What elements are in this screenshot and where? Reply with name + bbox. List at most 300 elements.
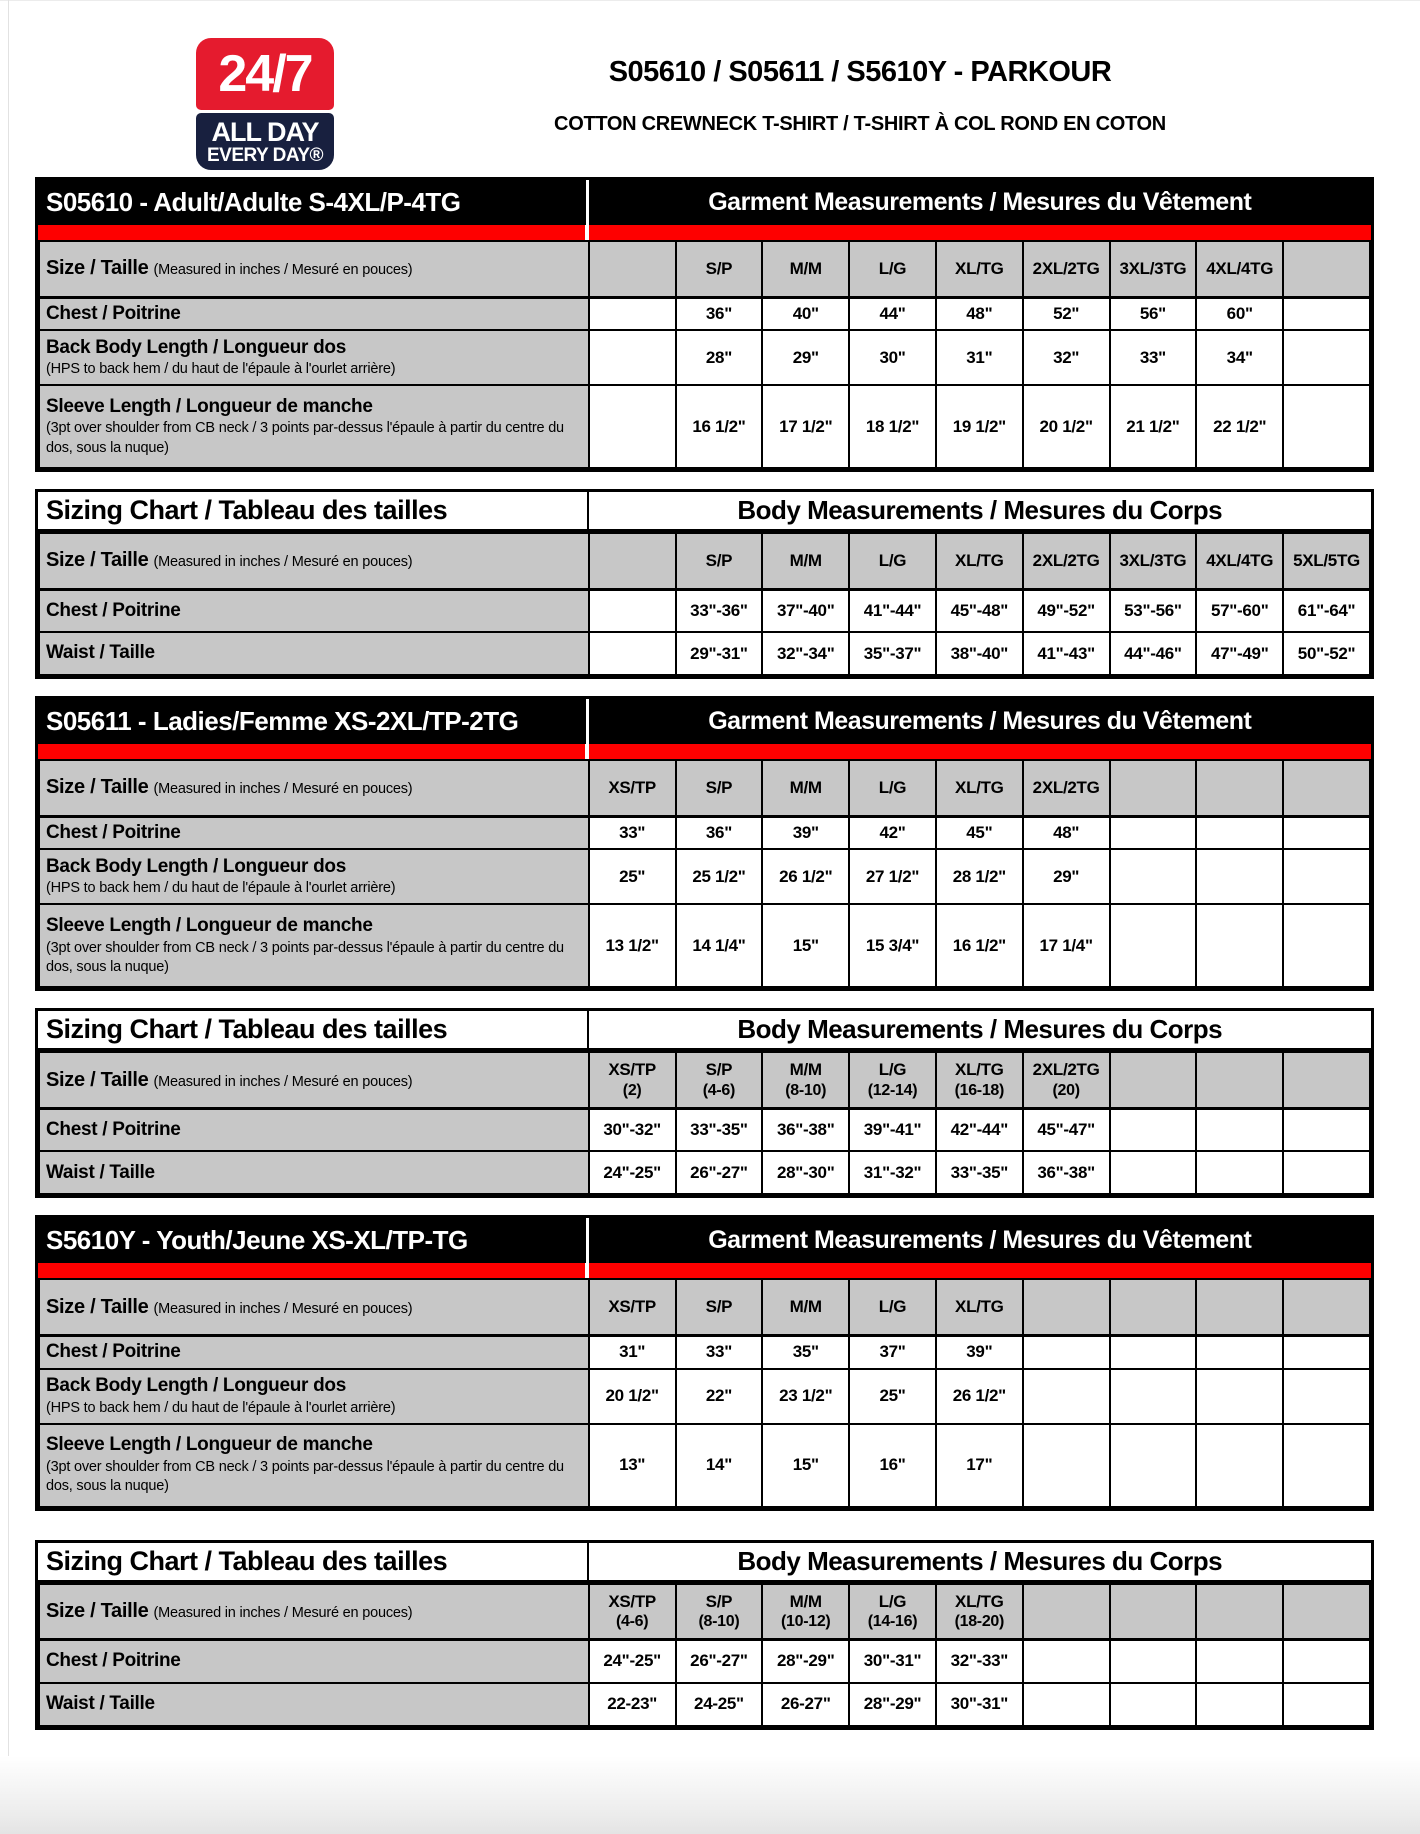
- size-label-text: Size / Taille: [46, 1068, 149, 1091]
- row-label-main: Waist / Taille: [46, 1161, 155, 1183]
- measurement-value-cell: [589, 297, 676, 330]
- size-name: XS/TP: [608, 1591, 656, 1611]
- measurement-value-cell: [1283, 1640, 1370, 1683]
- measurements-grid: [38, 1051, 1371, 1195]
- table-title-right: Garment Measurements / Mesures du Vêtement: [708, 707, 1252, 736]
- size-row-header: [39, 760, 589, 816]
- measurement-value-cell: [1110, 849, 1197, 904]
- measurement-value-cell: [1283, 1683, 1370, 1726]
- measurement-value-cell: 48": [1023, 816, 1110, 849]
- row-label-note: (HPS to back hem / du haut de l'épaule à l'ourlet arrière): [46, 880, 396, 897]
- table-title-right: Body Measurements / Mesures du Corps: [737, 495, 1223, 526]
- measurement-value-cell: 56": [1110, 297, 1197, 330]
- measurement-value-cell: [1023, 1683, 1110, 1726]
- size-column-header: [1283, 1052, 1370, 1108]
- size-column-header: [936, 760, 1023, 816]
- red-stripe-right: [589, 744, 1371, 759]
- table-title-band: [38, 492, 1371, 532]
- measurement-value-cell: 25 1/2": [676, 849, 763, 904]
- size-name: M/M: [789, 1296, 822, 1316]
- measurement-value-cell: 14 1/4": [676, 904, 763, 987]
- size-name: L/G: [878, 777, 907, 797]
- measurement-value-cell: [1110, 1640, 1197, 1683]
- measurement-value-cell: 16": [849, 1424, 936, 1507]
- logo-24-7-badge: [196, 38, 334, 110]
- size-name: M/M: [789, 1591, 822, 1611]
- size-unit-note: (Measured in inches / Mesuré en pouces): [153, 781, 413, 798]
- size-column-header: [762, 1584, 849, 1640]
- size-name: M/M: [789, 550, 822, 570]
- measurement-row: [39, 904, 1370, 987]
- measurement-value-cell: 15": [762, 1424, 849, 1507]
- size-name: S/P: [705, 1296, 733, 1316]
- size-name: M/M: [789, 258, 822, 278]
- row-label-note: (3pt over shoulder from CB neck / 3 points par-dessus l'épaule à partir du centre du dos, sous la nuque): [46, 1458, 564, 1495]
- size-column-header: [936, 241, 1023, 297]
- size-name: M/M: [789, 777, 822, 797]
- measurement-value-cell: [1196, 904, 1283, 987]
- measurement-row-label: [39, 1151, 589, 1194]
- measurement-row-label: [39, 1683, 589, 1726]
- measurement-row: [39, 1683, 1370, 1726]
- size-header-row: [39, 533, 1370, 589]
- measurement-value-cell: [1110, 816, 1197, 849]
- size-name: S/P: [705, 777, 733, 797]
- red-stripe-left: [38, 1263, 589, 1278]
- measurement-row-label: [39, 904, 589, 987]
- size-label-text: Size / Taille: [46, 1599, 149, 1622]
- size-name: XL/TG: [955, 1060, 1004, 1080]
- table-title-left: Sizing Chart / Tableau des tailles: [38, 492, 589, 529]
- size-column-header: [1196, 760, 1283, 816]
- measurement-row-label: [39, 589, 589, 632]
- table-ladies-body: [35, 1008, 1374, 1198]
- table-title-left: S5610Y - Youth/Jeune XS-XL/TP-TG: [38, 1218, 589, 1263]
- row-label-main: Sleeve Length / Longueur de manche: [46, 1434, 373, 1456]
- table-adult-garment: [35, 177, 1374, 472]
- measurement-value-cell: [1196, 1683, 1283, 1726]
- size-column-header: [1283, 1279, 1370, 1335]
- size-column-header: [762, 760, 849, 816]
- red-accent-stripe: [38, 225, 1371, 240]
- measurement-value-cell: [1283, 904, 1370, 987]
- measurement-row-label: [39, 816, 589, 849]
- table-title-right: Garment Measurements / Mesures du Vêtement: [708, 1226, 1252, 1255]
- measurement-value-cell: 45"-47": [1023, 1108, 1110, 1151]
- row-label-note: (HPS to back hem / du haut de l'épaule à l'ourlet arrière): [46, 1399, 396, 1416]
- measurement-row: [39, 385, 1370, 468]
- measurement-value-cell: 26-27": [762, 1683, 849, 1726]
- measurement-row-label: [39, 849, 589, 904]
- measurement-value-cell: 49"-52": [1023, 589, 1110, 632]
- size-column-header: [1196, 1584, 1283, 1640]
- measurement-value-cell: 30"-32": [589, 1108, 676, 1151]
- size-column-header: [849, 533, 936, 589]
- size-unit-note: (Measured in inches / Mesuré en pouces): [153, 554, 413, 571]
- page-title: S05610 / S05611 / S5610Y - PARKOUR: [608, 56, 1112, 88]
- measurement-value-cell: [1196, 849, 1283, 904]
- measurement-value-cell: 45": [936, 816, 1023, 849]
- table-title-band: [38, 699, 1371, 744]
- row-label-main: Chest / Poitrine: [46, 1340, 181, 1362]
- size-column-header: [1110, 1584, 1197, 1640]
- page-bottom-shadow: [0, 1756, 1420, 1834]
- size-column-header: [676, 1279, 763, 1335]
- measurement-value-cell: 24-25": [676, 1683, 763, 1726]
- size-column-header: [1023, 241, 1110, 297]
- measurements-grid: [38, 1278, 1371, 1507]
- measurement-value-cell: 28": [676, 330, 763, 385]
- measurement-value-cell: 13 1/2": [589, 904, 676, 987]
- size-header-row: [39, 1052, 1370, 1108]
- size-label-text: Size / Taille: [46, 549, 149, 572]
- measurement-value-cell: [1283, 1335, 1370, 1368]
- measurement-row: [39, 1424, 1370, 1507]
- page-subtitle: COTTON CREWNECK T-SHIRT / T-SHIRT À COL ROND EN COTON: [554, 113, 1166, 135]
- measurement-value-cell: 26"-27": [676, 1640, 763, 1683]
- size-range-subtext: (8-10): [785, 1081, 827, 1099]
- measurement-value-cell: 18 1/2": [849, 385, 936, 468]
- measurements-grid: [38, 1583, 1371, 1727]
- size-name: L/G: [878, 258, 907, 278]
- size-name: S/P: [705, 1591, 733, 1611]
- measurement-value-cell: 26"-27": [676, 1151, 763, 1194]
- table-title-band: [38, 1218, 1371, 1263]
- measurement-value-cell: 38"-40": [936, 632, 1023, 675]
- size-column-header: [1023, 760, 1110, 816]
- size-range-subtext: (2): [622, 1081, 642, 1099]
- measurement-value-cell: 41"-44": [849, 589, 936, 632]
- size-column-header: [762, 1279, 849, 1335]
- measurement-value-cell: 33"-35": [676, 1108, 763, 1151]
- measurement-value-cell: 24"-25": [589, 1640, 676, 1683]
- measurement-value-cell: 61"-64": [1283, 589, 1370, 632]
- measurement-value-cell: [1023, 1335, 1110, 1368]
- measurement-value-cell: 30"-31": [849, 1640, 936, 1683]
- row-label-main: Back Body Length / Longueur dos: [46, 336, 346, 358]
- measurement-row: [39, 632, 1370, 675]
- measurement-row: [39, 1108, 1370, 1151]
- size-column-header: [676, 241, 763, 297]
- row-label-main: Sleeve Length / Longueur de manche: [46, 395, 373, 417]
- size-column-header: [936, 533, 1023, 589]
- row-label-main: Chest / Poitrine: [46, 1649, 181, 1671]
- title-block: [500, 56, 1220, 136]
- measurement-value-cell: 42": [849, 816, 936, 849]
- measurement-value-cell: [1283, 1369, 1370, 1424]
- measurement-value-cell: 16 1/2": [676, 385, 763, 468]
- row-label-note: (HPS to back hem / du haut de l'épaule à l'ourlet arrière): [46, 361, 396, 378]
- measurement-value-cell: 25": [849, 1369, 936, 1424]
- measurement-value-cell: [1196, 1108, 1283, 1151]
- measurement-value-cell: 37": [849, 1335, 936, 1368]
- table-title-band: [38, 1543, 1371, 1583]
- document-header: [0, 0, 1420, 177]
- row-label-main: Back Body Length / Longueur dos: [46, 1374, 346, 1396]
- measurement-value-cell: 28"-30": [762, 1151, 849, 1194]
- measurement-value-cell: [1110, 1108, 1197, 1151]
- row-label-main: Back Body Length / Longueur dos: [46, 855, 346, 877]
- measurement-value-cell: 57"-60": [1196, 589, 1283, 632]
- measurement-value-cell: 28"-29": [849, 1683, 936, 1726]
- measurement-value-cell: [1283, 849, 1370, 904]
- measurement-row-label: [39, 1640, 589, 1683]
- red-accent-stripe: [38, 1263, 1371, 1278]
- page-left-edge: [8, 0, 9, 1790]
- measurement-row: [39, 1335, 1370, 1368]
- size-label-text: Size / Taille: [46, 257, 149, 280]
- size-name: XL/TG: [955, 258, 1004, 278]
- measurements-grid: [38, 240, 1371, 469]
- measurement-row: [39, 816, 1370, 849]
- measurement-value-cell: [1110, 1369, 1197, 1424]
- size-name: 5XL/5TG: [1293, 550, 1360, 570]
- measurement-value-cell: 33": [676, 1335, 763, 1368]
- size-column-header: [1110, 760, 1197, 816]
- measurement-value-cell: 36": [676, 816, 763, 849]
- measurement-value-cell: 26 1/2": [762, 849, 849, 904]
- size-name: S/P: [705, 1060, 733, 1080]
- measurement-value-cell: 32": [1023, 330, 1110, 385]
- measurement-value-cell: 41"-43": [1023, 632, 1110, 675]
- measurement-value-cell: 36": [676, 297, 763, 330]
- measurement-value-cell: 50"-52": [1283, 632, 1370, 675]
- size-column-header: [676, 533, 763, 589]
- size-name: S/P: [705, 258, 733, 278]
- measurement-value-cell: 30"-31": [936, 1683, 1023, 1726]
- size-column-header: [589, 533, 676, 589]
- size-name: XL/TG: [955, 777, 1004, 797]
- red-stripe-left: [38, 225, 589, 240]
- size-range-subtext: (18-20): [954, 1612, 1005, 1630]
- measurement-value-cell: 33": [589, 816, 676, 849]
- measurement-value-cell: 22": [676, 1369, 763, 1424]
- size-name: M/M: [789, 1060, 822, 1080]
- size-column-header: [849, 1052, 936, 1108]
- size-name: L/G: [878, 1591, 907, 1611]
- measurement-value-cell: [1283, 297, 1370, 330]
- size-row-header: [39, 1279, 589, 1335]
- measurement-row-label: [39, 1424, 589, 1507]
- size-column-header: [589, 1052, 676, 1108]
- measurement-value-cell: [1283, 1108, 1370, 1151]
- size-column-header: [1023, 1279, 1110, 1335]
- red-stripe-left: [38, 744, 589, 759]
- size-column-header: [676, 1052, 763, 1108]
- measurement-value-cell: 29"-31": [676, 632, 763, 675]
- red-stripe-right: [589, 225, 1371, 240]
- measurement-value-cell: 20 1/2": [1023, 385, 1110, 468]
- measurement-row-label: [39, 1335, 589, 1368]
- size-column-header: [1196, 241, 1283, 297]
- measurement-value-cell: [1196, 1369, 1283, 1424]
- red-accent-stripe: [38, 744, 1371, 759]
- row-label-main: Waist / Taille: [46, 1692, 155, 1714]
- row-label-note: (3pt over shoulder from CB neck / 3 points par-dessus l'épaule à partir du centre du dos, sous la nuque): [46, 939, 564, 976]
- size-row-header: [39, 241, 589, 297]
- measurement-value-cell: 35": [762, 1335, 849, 1368]
- size-header-row: [39, 241, 1370, 297]
- size-name: 3XL/3TG: [1119, 258, 1187, 278]
- size-range-subtext: (14-16): [867, 1612, 918, 1630]
- size-column-header: [1110, 241, 1197, 297]
- measurement-value-cell: 21 1/2": [1110, 385, 1197, 468]
- size-row-header: [39, 533, 589, 589]
- measurement-value-cell: [1283, 1151, 1370, 1194]
- measurement-value-cell: 40": [762, 297, 849, 330]
- size-unit-note: (Measured in inches / Mesuré en pouces): [153, 1300, 413, 1317]
- measurement-row-label: [39, 1108, 589, 1151]
- size-range-subtext: (4-6): [702, 1081, 736, 1099]
- measurement-value-cell: [1023, 1369, 1110, 1424]
- measurements-grid: [38, 532, 1371, 676]
- table-youth-garment: [35, 1215, 1374, 1510]
- measurement-value-cell: 34": [1196, 330, 1283, 385]
- size-name: L/G: [878, 1060, 907, 1080]
- table-ladies-garment: [35, 696, 1374, 991]
- size-column-header: [589, 241, 676, 297]
- measurement-value-cell: [589, 589, 676, 632]
- measurement-value-cell: 39": [762, 816, 849, 849]
- size-column-header: [1110, 1279, 1197, 1335]
- measurement-value-cell: 45"-48": [936, 589, 1023, 632]
- row-label-main: Chest / Poitrine: [46, 599, 181, 621]
- measurement-value-cell: 32"-34": [762, 632, 849, 675]
- size-column-header: [589, 760, 676, 816]
- size-name: 4XL/4TG: [1206, 550, 1274, 570]
- size-name: XL/TG: [955, 550, 1004, 570]
- measurement-value-cell: 20 1/2": [589, 1369, 676, 1424]
- size-column-header: [676, 1584, 763, 1640]
- measurement-value-cell: 23 1/2": [762, 1369, 849, 1424]
- brand-logo-24-7: [196, 38, 334, 170]
- size-row-header: [39, 1052, 589, 1108]
- size-column-header: [849, 760, 936, 816]
- logo-every-day-text: EVERY DAY®: [206, 145, 323, 166]
- logo-allday-badge: [196, 113, 334, 170]
- size-column-header: [1283, 533, 1370, 589]
- measurement-value-cell: [1110, 1335, 1197, 1368]
- measurement-value-cell: [1196, 1640, 1283, 1683]
- logo-24-7-text: 24/7: [218, 45, 312, 103]
- size-column-header: [1196, 1279, 1283, 1335]
- measurement-value-cell: 28"-29": [762, 1640, 849, 1683]
- size-column-header: [1196, 533, 1283, 589]
- measurement-value-cell: 30": [849, 330, 936, 385]
- size-column-header: [936, 1584, 1023, 1640]
- size-label-text: Size / Taille: [46, 776, 149, 799]
- size-name: L/G: [878, 1296, 907, 1316]
- measurement-value-cell: 39"-41": [849, 1108, 936, 1151]
- measurement-value-cell: [589, 385, 676, 468]
- size-column-header: [849, 241, 936, 297]
- row-label-main: Waist / Taille: [46, 642, 155, 664]
- size-column-header: [1023, 1584, 1110, 1640]
- measurement-value-cell: 36"-38": [762, 1108, 849, 1151]
- measurement-value-cell: 15 3/4": [849, 904, 936, 987]
- measurement-value-cell: 53"-56": [1110, 589, 1197, 632]
- row-label-note: (3pt over shoulder from CB neck / 3 points par-dessus l'épaule à partir du centre du dos, sous la nuque): [46, 420, 564, 457]
- measurement-row-label: [39, 297, 589, 330]
- measurement-value-cell: 27 1/2": [849, 849, 936, 904]
- size-header-row: [39, 1584, 1370, 1640]
- measurement-value-cell: 37"-40": [762, 589, 849, 632]
- measurement-value-cell: 32"-33": [936, 1640, 1023, 1683]
- row-label-main: Chest / Poitrine: [46, 1118, 181, 1140]
- size-column-header: [849, 1584, 936, 1640]
- measurement-value-cell: 52": [1023, 297, 1110, 330]
- measurement-value-cell: 48": [936, 297, 1023, 330]
- measurements-grid: [38, 759, 1371, 988]
- table-title-right: Body Measurements / Mesures du Corps: [737, 1545, 1223, 1576]
- size-name: XS/TP: [608, 1296, 656, 1316]
- measurement-value-cell: 14": [676, 1424, 763, 1507]
- measurement-value-cell: 33"-35": [936, 1151, 1023, 1194]
- measurement-row-label: [39, 1369, 589, 1424]
- measurement-value-cell: 16 1/2": [936, 904, 1023, 987]
- measurement-value-cell: 31": [589, 1335, 676, 1368]
- measurement-value-cell: 26 1/2": [936, 1369, 1023, 1424]
- measurement-value-cell: [1196, 1151, 1283, 1194]
- measurement-value-cell: [1283, 1424, 1370, 1507]
- size-column-header: [1110, 1052, 1197, 1108]
- table-title-left: S05610 - Adult/Adulte S-4XL/P-4TG: [38, 180, 589, 225]
- table-title-left: Sizing Chart / Tableau des tailles: [38, 1011, 589, 1048]
- table-title-right: Garment Measurements / Mesures du Vêtement: [708, 188, 1252, 216]
- size-column-header: [1283, 760, 1370, 816]
- size-unit-note: (Measured in inches / Mesuré en pouces): [153, 1604, 413, 1621]
- table-title-left: S05611 - Ladies/Femme XS-2XL/TP-2TG: [38, 699, 589, 744]
- measurement-value-cell: [1110, 1424, 1197, 1507]
- measurement-value-cell: [1196, 816, 1283, 849]
- measurement-value-cell: 17": [936, 1424, 1023, 1507]
- size-unit-note: (Measured in inches / Mesuré en pouces): [153, 262, 413, 279]
- measurement-value-cell: [1283, 816, 1370, 849]
- size-column-header: [1110, 533, 1197, 589]
- measurement-value-cell: 25": [589, 849, 676, 904]
- measurement-value-cell: 24"-25": [589, 1151, 676, 1194]
- measurement-value-cell: 22-23": [589, 1683, 676, 1726]
- size-header-row: [39, 1279, 1370, 1335]
- measurement-value-cell: [589, 330, 676, 385]
- table-youth-body: [35, 1540, 1374, 1730]
- size-column-header: [1023, 1052, 1110, 1108]
- measurement-value-cell: 44"-46": [1110, 632, 1197, 675]
- measurement-value-cell: 15": [762, 904, 849, 987]
- size-range-subtext: (16-18): [954, 1081, 1005, 1099]
- row-label-main: Chest / Poitrine: [46, 821, 181, 843]
- row-label-main: Chest / Poitrine: [46, 302, 181, 324]
- size-name: 3XL/3TG: [1119, 550, 1187, 570]
- measurement-value-cell: [1283, 385, 1370, 468]
- size-range-subtext: (10-12): [780, 1612, 831, 1630]
- measurement-row: [39, 849, 1370, 904]
- measurement-value-cell: 22 1/2": [1196, 385, 1283, 468]
- measurement-row-label: [39, 632, 589, 675]
- measurement-row-label: [39, 385, 589, 468]
- measurement-value-cell: 36"-38": [1023, 1151, 1110, 1194]
- size-name: XS/TP: [608, 1060, 656, 1080]
- measurement-row: [39, 1640, 1370, 1683]
- measurement-value-cell: [1023, 1640, 1110, 1683]
- size-header-row: [39, 760, 1370, 816]
- size-row-header: [39, 1584, 589, 1640]
- size-column-header: [1283, 1584, 1370, 1640]
- size-column-header: [589, 1584, 676, 1640]
- size-name: 2XL/2TG: [1032, 777, 1100, 797]
- red-stripe-right: [589, 1263, 1371, 1278]
- measurement-value-cell: 29": [762, 330, 849, 385]
